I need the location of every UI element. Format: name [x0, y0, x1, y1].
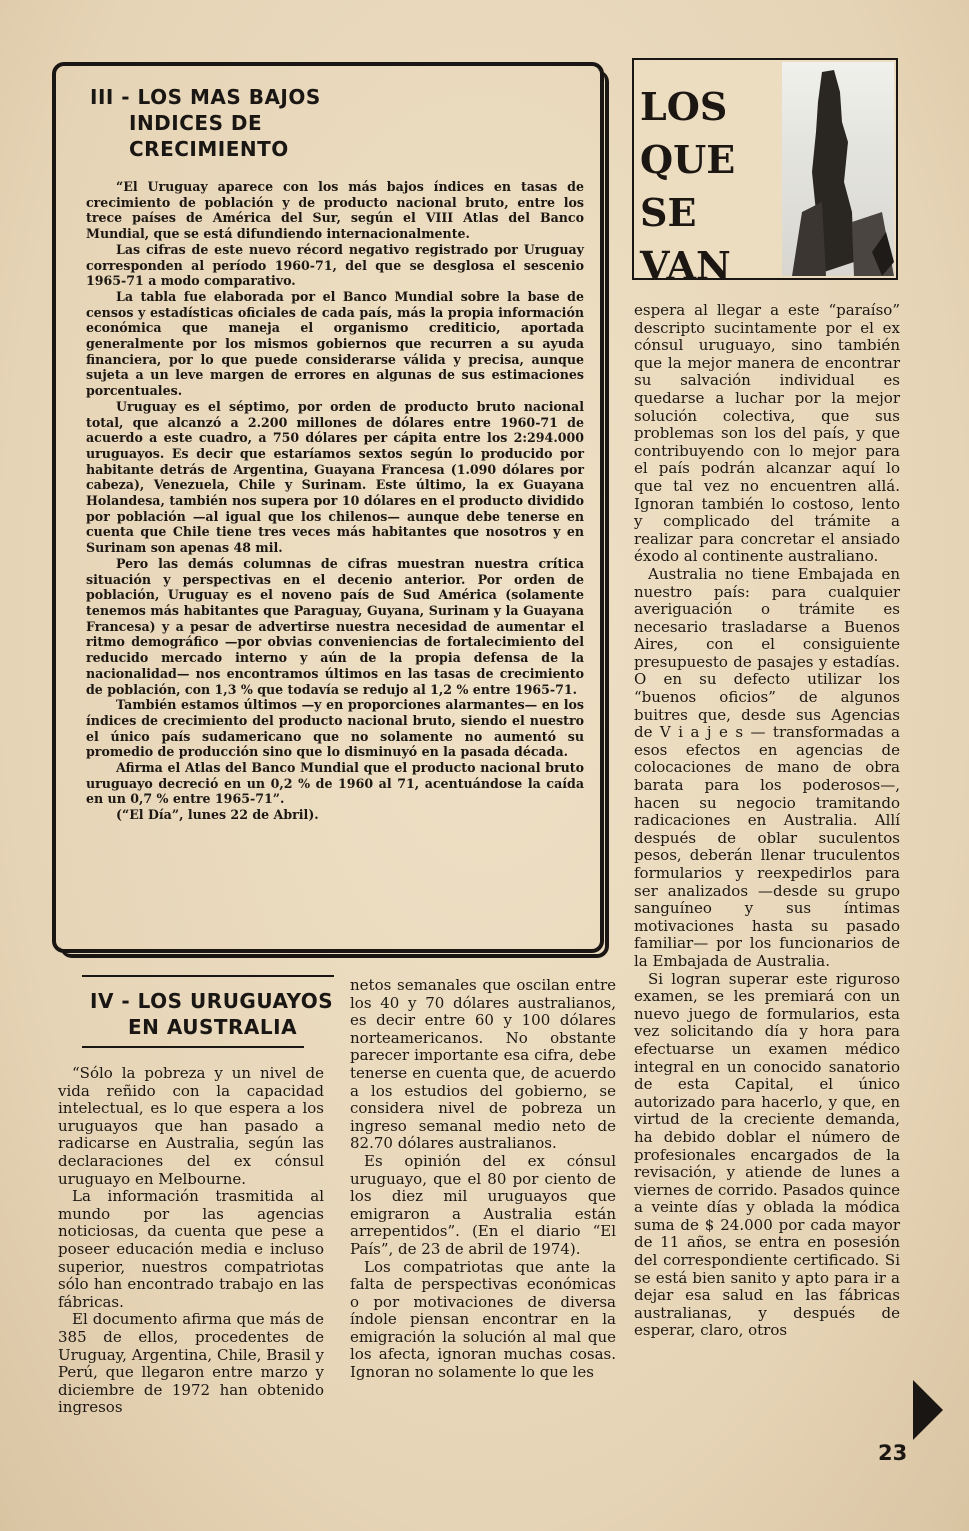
statue-silhouette-icon [782, 62, 894, 276]
paragraph: También estamos últimos —y en proporciones alarmantes— en los índices de crecimiento del producto nacional bruto, siendo el nuestro el único país sudamericano que no solamente no aumentó su promedio de producción sino que lo disminuyó en la pasada década. [86, 697, 584, 760]
heading-line: EN AUSTRALIA [128, 1015, 298, 1039]
section-4-heading [90, 988, 333, 1040]
heading-top-rule [82, 975, 334, 977]
paragraph: Es opinión del ex cónsul uruguayo, que el 80 por ciento de los diez mil uruguayos que emigraron a Australia están arrepentidos”. (En el diario “El País”, de 23 de abril de 1974). [350, 1151, 616, 1258]
paragraph: El documento afirma que más de 385 de ellos, procedentes de Uruguay, Argentina, Chile, Brasil y Perú, que llegaron entre marzo y diciembre de 1972 han obtenido ingresos [58, 1310, 324, 1417]
paragraph: Si logran superar este riguroso examen, se les premiará con un nuevo juego de formularios, esta vez solicitando día y hora para efectuarse un examen médico integral en un conocido sanatorio de esta Capital, el único autorizado para hacerlo, y que, en virtud de la creciente demanda, ha debido doblar el número de profesionales encargados de la revisación, y atiende de lunes a viernes de corrido. Pasados quince a veinte días y oblada la módica suma de $ 24.000 por cada mayor de 11 años, se entra en posesión del correspondiente certificado. Si se está bien sanito y apto para ir a dejar esa salud en las fábricas australianas, y después de esperar, claro, otros [634, 969, 900, 1340]
heading-line: CRECIMIENTO [129, 137, 289, 161]
paragraph: Uruguay es el séptimo, por orden de producto bruto nacional total, que alcanzó a 2.200 millones de dólares entre 1960-71 de acuerdo a este cuadro, a 750 dólares per cápita entre los 2:294.000 uruguayos. Es decir que estaríamos sextos según lo producido por habitante detrás de Argentina, Guayana Francesa (1.090 dólares por cabeza), Venezuela, Chile y Surinam. Este último, la ex Guayana Holandesa, también nos supera por 10 dólares en el producto dividido por población —al igual que los chilenos— aunque debe tenerse en cuenta que Chile tiene tres veces más habitantes que nosotros y en Surinam son apenas 48 mil. [86, 398, 584, 556]
section-3-body [86, 179, 584, 823]
title-word: VAN [640, 243, 731, 288]
page-number: 23 [878, 1441, 908, 1465]
title-word: SE [640, 190, 697, 235]
heading-bottom-rule [82, 1046, 304, 1048]
title-word: QUE [640, 137, 736, 182]
paragraph: “El Uruguay aparece con los más bajos índices en tasas de crecimiento de población y de producto nacional bruto, entre los trece países de América del Sur, según el VIII Atlas del Banco Mundial, que se está difundiendo internacionalmente. [86, 179, 584, 242]
paragraph: La tabla fue elaborada por el Banco Mundial sobre la base de censos y estadísticas oficiales de cada país, más la propia información económica que maneja el organismo crediticio, aportada generalmente por los mismos gobiernos que recurren a su ayuda financiera, por lo que puede considerarse válida y precisa, aunque sujeta a un leve margen de errores en algunas de sus estimaciones porcentuales. [86, 288, 584, 399]
source-citation: (“El Día”, lunes 22 de Abril). [116, 807, 319, 823]
column-2 [350, 977, 616, 1382]
statue-photo [782, 62, 894, 276]
paragraph: netos semanales que oscilan entre los 40 y 70 dólares australianos, es decir entre 60 y 100 dólares norteamericanos. No obstante parecer importante esa cifra, debe tenerse en cuenta que, de acuerdo a los estudios del gobierno, se considera nivel de pobreza un ingreso semanal medio neto de 82.70 dólares australianos. [350, 976, 616, 1153]
heading-line: INDICES DE [129, 111, 263, 135]
paragraph: La información trasmitida al mundo por las agencias noticiosas, da cuenta que pese a poseer educación media e incluso superior, nuestros compatriotas sólo han encontrado trabajo en las fábricas. [58, 1187, 324, 1311]
section-3-heading [90, 84, 321, 162]
paragraph: Pero las demás columnas de cifras muestran nuestra crítica situación y perspectivas en el decenio anterior. Por orden de población, Uruguay es el noveno país de Sud América (solamente tenemos más habitantes que Paraguay, Guyana, Surinam y la Guayana Francesa) y a pesar de advertirse nuestra necesidad de aumentar el ritmo demográfico —por obvias conveniencias de fortalecimiento del reducido mercado interno y aún de la propia defensa de la nacionalidad— nos encontramos últimos en las tasas de crecimiento de población, con 1,3 % que todavía se redujo al 1,2 % entre 1965-71. [86, 555, 584, 697]
title-word: LOS [640, 84, 728, 129]
column-3 [634, 302, 900, 1340]
paragraph: Las cifras de este nuevo récord negativo registrado por Uruguay corresponden al período 1960-71, del que se desglosa el sescenio 1965-71 a modo comparativo. [86, 241, 584, 289]
paragraph: Australia no tiene Embajada en nuestro país: para cualquier averiguación o trámite es necesario trasladarse a Buenos Aires, con el consiguiente presupuesto de pasajes y estadías. O en su defecto utilizar los “buenos oficios” de algunos buitres que, desde sus Agencias de V i a j e s — transformadas a esos efectos en agencias de colocaciones de mano de obra barata para los poderosos—, hacen su negocio tramitando radicaciones en Australia. Allí después de oblar suculentos pesos, deberán llenar truculentos formularios y reexpedirlos para ser analizados —desde su grupo sanguíneo y sus íntimas motivaciones hasta su pasado familiar— por los funcionarios de la Embajada de Australia. [634, 564, 900, 970]
paragraph: espera al llegar a este “paraíso” descripto sucintamente por el ex cónsul uruguayo, sino también que la mejor manera de encontrar su salvación individual es quedarse a luchar por la mejor solución colectiva, que sus problemas son los del país, y que contribuyendo con lo mejor para el país podrán alcanzar aquí lo que tal vez no encuentren allá. Ignoran también lo costoso, lento y complicado del trámite a realizar para concretar el ansiado éxodo al continente australiano. [634, 301, 900, 566]
column-1 [58, 1065, 324, 1417]
sidebar-title [640, 80, 735, 292]
paragraph: “Sólo la pobreza y un nivel de vida reñido con la capacidad intelectual, es lo que espera a los uruguayos que han pasado a radicarse en Australia, según las declaraciones del ex cónsul uruguayo en Melbourne. [58, 1064, 324, 1188]
heading-line: III - LOS MAS BAJOS [90, 85, 321, 109]
paragraph: Afirma el Atlas del Banco Mundial que el producto nacional bruto uruguayo decreció en un 0,2 % de 1960 al 71, acentuándose la caída en un 0,7 % entre 1965-71”. [86, 760, 584, 807]
continue-arrow-icon [913, 1380, 943, 1440]
heading-line: IV - LOS URUGUAYOS [90, 989, 334, 1013]
paragraph: Los compatriotas que ante la falta de perspectivas económicas o por motivaciones de diversa índole piensan encontrar en la emigración la solución al mal que los afecta, ignoran muchas cosas. Ignoran no solamente lo que les [350, 1257, 616, 1382]
